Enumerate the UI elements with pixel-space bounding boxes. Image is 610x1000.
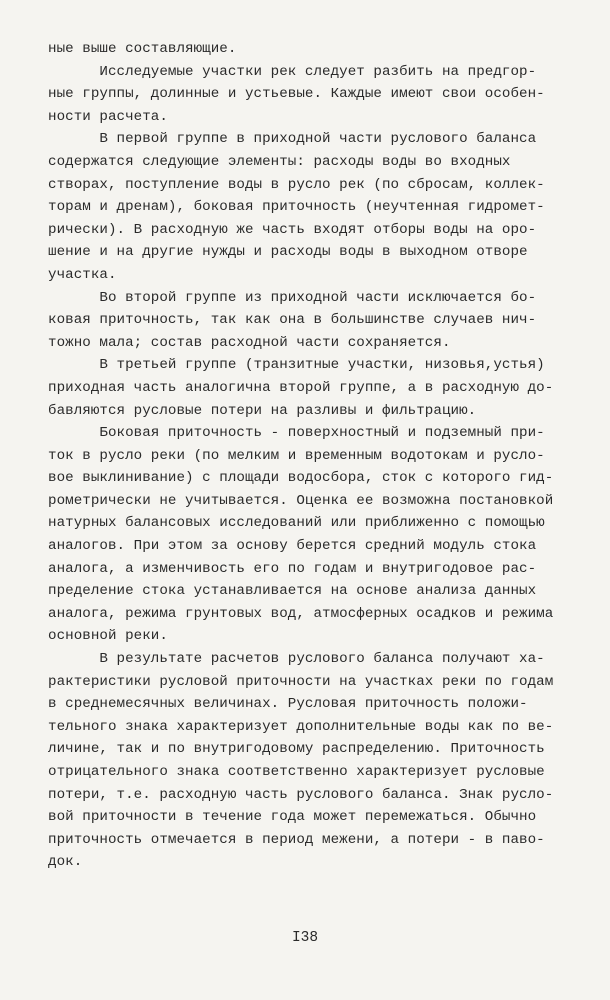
- text-line: ные группы, долинные и устьевые. Каждые имеют свои особен-: [48, 86, 545, 103]
- text-line: ковая приточность, так как она в большинстве случаев нич-: [48, 312, 537, 329]
- text-line: основной реки.: [48, 628, 168, 645]
- text-line: Во второй группе из приходной части исключается бо-: [48, 289, 537, 306]
- text-line: док.: [48, 854, 83, 871]
- text-line: В третьей группе (транзитные участки, низовья,устья): [48, 357, 545, 374]
- text-line: приходная часть аналогична второй группе, а в расходную до-: [48, 379, 554, 396]
- text-line: ток в русло реки (по мелким и временным водотокам и русло-: [48, 447, 545, 464]
- text-line: торам и дренам), боковая приточность (неучтенная гидромет-: [48, 199, 545, 216]
- text-line: личине, так и по внутригодовому распределению. Приточность: [48, 741, 545, 758]
- text-line: содержатся следующие элементы: расходы воды во входных: [48, 153, 511, 170]
- text-line: в среднемесячных величинах. Русловая приточность положи-: [48, 696, 528, 713]
- text-line: вое выклинивание) с площади водосбора, сток с которого гид-: [48, 470, 554, 487]
- text-line: ные выше составляющие.: [48, 41, 237, 57]
- text-line: тельного знака характеризует дополнительные воды как по ве-: [48, 718, 554, 735]
- text-line: В результате расчетов руслового баланса получают ха-: [48, 651, 545, 668]
- text-line: потери, т.е. расходную часть руслового баланса. Знак русло-: [48, 786, 554, 803]
- text-line: приточность отмечается в период межени, а потери - в паво-: [48, 831, 545, 848]
- text-line: бавляются русловые потери на разливы и фильтрацию.: [48, 402, 477, 419]
- text-line: створах, поступление воды в русло рек (по сбросам, коллек-: [48, 176, 545, 193]
- body-text: [48, 38, 588, 874]
- text-line: рометрически не учитывается. Оценка ее возможна постановкой: [48, 492, 554, 509]
- text-line: рически). В расходную же часть входят отборы воды на оро-: [48, 221, 537, 238]
- text-line: вой приточности в течение года может перемежаться. Обычно: [48, 809, 537, 826]
- text-line: Исследуемые участки рек следует разбить на предгор-: [48, 63, 537, 80]
- text-line: ности расчета.: [48, 108, 168, 125]
- text-line: аналога, а изменчивость его по годам и внутригодовое рас-: [48, 560, 537, 577]
- text-line: шение и на другие нужды и расходы воды в выходном отворе: [48, 244, 528, 261]
- text-line: тожно мала; состав расходной части сохраняется.: [48, 334, 451, 351]
- text-line: Боковая приточность - поверхностный и подземный при-: [48, 425, 545, 442]
- text-line: аналогов. При этом за основу берется средний модуль стока: [48, 538, 537, 555]
- page-number: I38: [291, 930, 319, 946]
- text-line: аналога, режима грунтовых вод, атмосферных осадков и режима: [48, 605, 554, 622]
- text-line: пределение стока устанавливается на основе анализа данных: [48, 583, 537, 600]
- text-line: натурных балансовых исследований или приближенно с помощью: [48, 515, 545, 532]
- text-line: участка.: [48, 266, 117, 283]
- text-line: отрицательного знака соответственно характеризует русловые: [48, 764, 545, 780]
- text-line: рактеристики русловой приточности на участках реки по годам: [48, 673, 554, 690]
- text-line: В первой группе в приходной части руслового баланса: [48, 131, 537, 148]
